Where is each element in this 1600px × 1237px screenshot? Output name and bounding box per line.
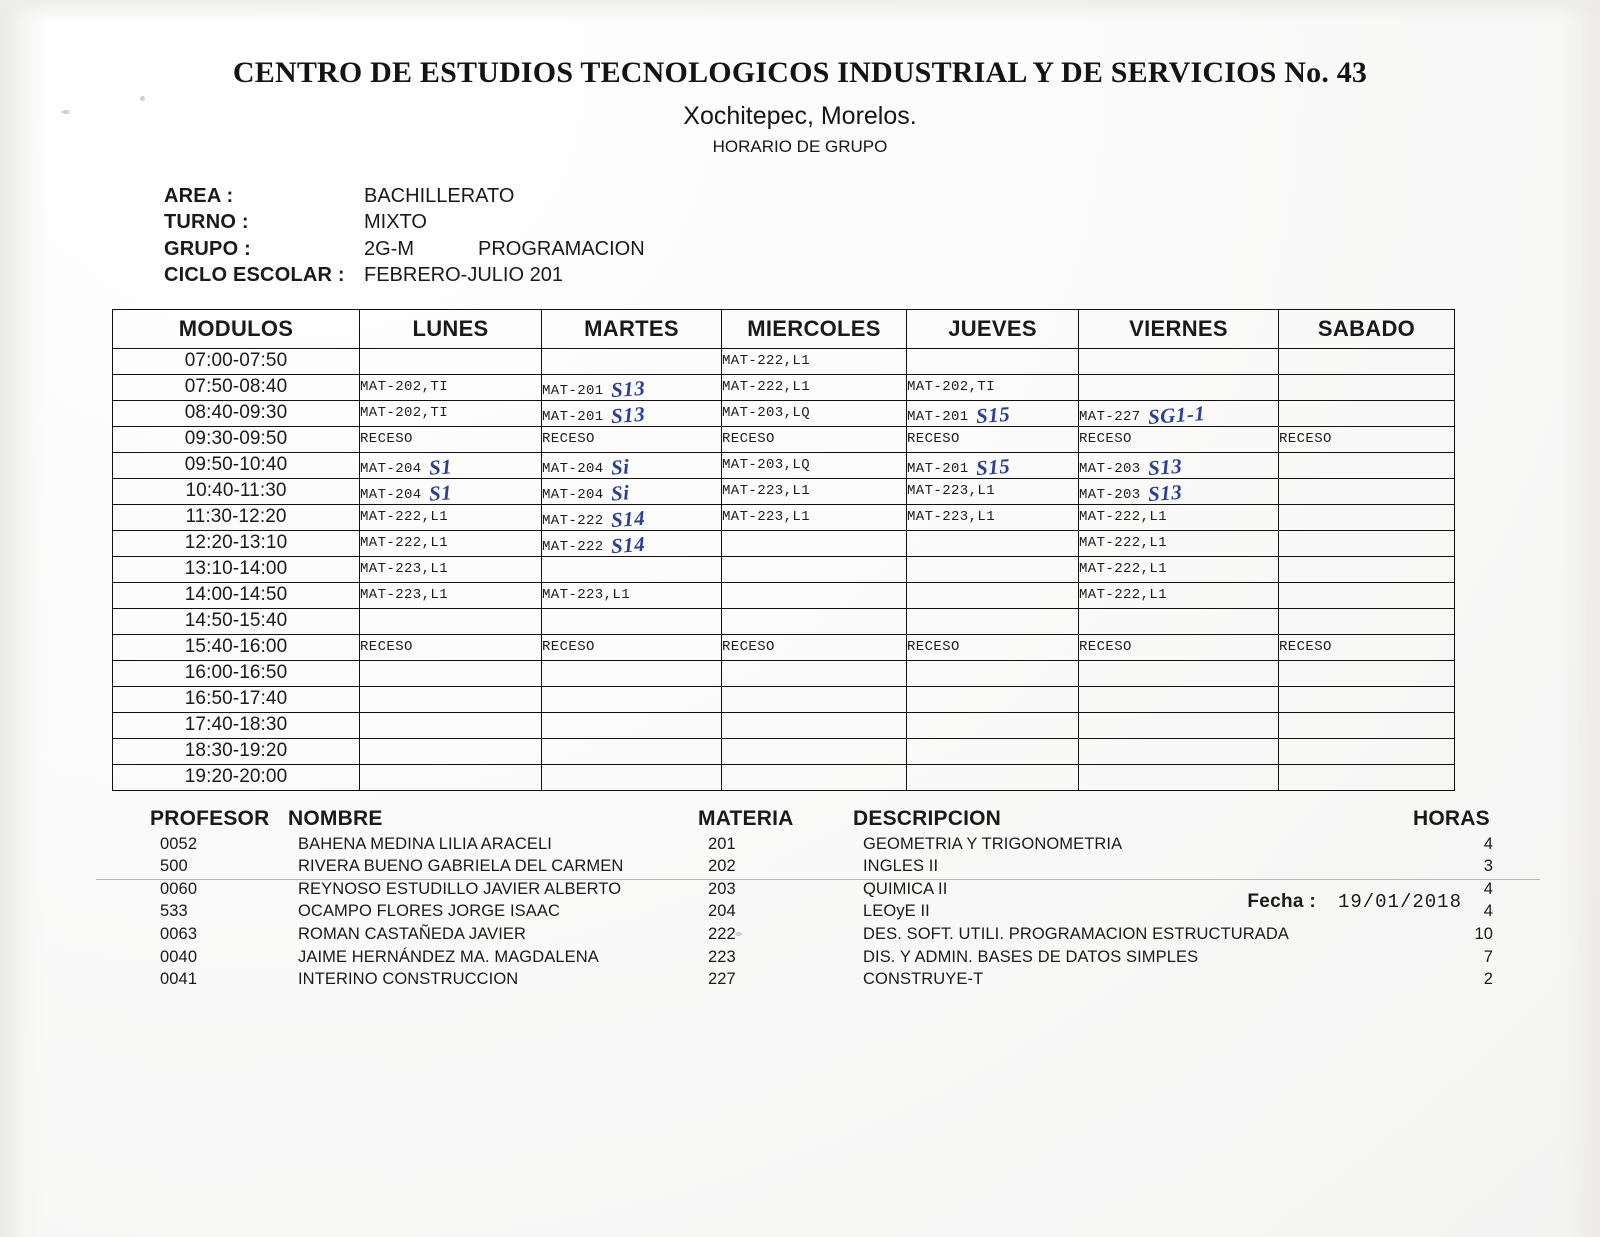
schedule-table-wrapper	[112, 309, 1454, 791]
module-time-cell: 18:30-19:20	[113, 738, 360, 764]
schedule-header-row	[113, 309, 1455, 348]
legend-row	[150, 946, 1493, 969]
schedule-cell	[907, 504, 1079, 530]
schedule-cell-code: MAT-223,L1	[907, 483, 996, 500]
schedule-cell	[360, 556, 542, 582]
schedule-cell	[542, 764, 722, 790]
schedule-cell	[722, 478, 907, 504]
schedule-cell-code: MAT-201	[542, 382, 604, 399]
schedule-cell	[360, 712, 542, 738]
schedule-cell	[542, 608, 722, 634]
schedule-body	[113, 348, 1455, 790]
schedule-cell-code: MAT-203	[1079, 460, 1141, 477]
schedule-cell-code: RECESO	[722, 639, 775, 656]
schedule-cell-code: MAT-222	[542, 538, 604, 555]
handwritten-room-annotation: S1	[427, 479, 453, 506]
schedule-cell	[1079, 764, 1279, 790]
handwritten-room-annotation: Si	[609, 479, 630, 506]
handwritten-room-annotation: S1	[427, 453, 453, 480]
schedule-col-header-martes: MARTES	[542, 309, 722, 348]
schedule-cell	[542, 530, 722, 556]
schedule-cell	[360, 348, 542, 374]
module-time-cell: 16:00-16:50	[113, 660, 360, 686]
schedule-cell-code: MAT-222,L1	[1079, 535, 1168, 552]
legend-cell-descripcion: INGLES II	[863, 857, 939, 876]
schedule-cell	[1279, 374, 1455, 400]
schedule-cell	[907, 634, 1079, 660]
date-label: Fecha :	[1247, 890, 1316, 912]
legend-cell-horas: 7	[1483, 947, 1493, 966]
schedule-cell	[1279, 452, 1455, 478]
schedule-cell	[542, 374, 722, 400]
schedule-cell	[722, 504, 907, 530]
schedule-cell	[360, 426, 542, 452]
schedule-cell-code: MAT-223,L1	[722, 483, 811, 500]
module-time-cell: 14:00-14:50	[113, 582, 360, 608]
legend-cell-materia: 222	[708, 924, 736, 943]
meta-row-grupo	[164, 236, 1600, 262]
schedule-cell-code: MAT-222,L1	[360, 535, 449, 552]
module-time-cell: 11:30-12:20	[113, 504, 360, 530]
schedule-cell	[907, 348, 1079, 374]
legend-header-row	[150, 807, 1490, 833]
schedule-cell	[542, 504, 722, 530]
legend-row	[150, 833, 1493, 856]
legend-cell-horas: 4	[1483, 834, 1493, 853]
module-time-cell: 10:40-11:30	[113, 478, 360, 504]
schedule-cell-code: MAT-204	[360, 486, 422, 503]
legend-cell-descripcion: QUIMICA II	[863, 879, 948, 898]
schedule-cell	[1279, 400, 1455, 426]
schedule-cell	[1279, 348, 1455, 374]
schedule-cell-code: MAT-204	[542, 460, 604, 477]
schedule-cell-code: MAT-222,L1	[1079, 509, 1168, 526]
schedule-cell	[722, 400, 907, 426]
schedule-cell-code: RECESO	[542, 639, 595, 656]
legend-header-materia: MATERIA	[698, 806, 794, 830]
module-time-cell: 16:50-17:40	[113, 686, 360, 712]
schedule-cell	[1279, 660, 1455, 686]
schedule-cell	[1279, 686, 1455, 712]
handwritten-room-annotation: Si	[609, 453, 630, 480]
schedule-row	[113, 686, 1455, 712]
grupo-value	[364, 236, 645, 262]
grupo-name: PROGRAMACION	[478, 237, 645, 260]
meta-row-ciclo	[164, 262, 1600, 288]
module-time-cell: 13:10-14:00	[113, 556, 360, 582]
schedule-cell	[907, 374, 1079, 400]
institution-title: CENTRO DE ESTUDIOS TECNOLOGICOS INDUSTRIAL Y DE SERVICIOS No. 43	[232, 56, 1368, 89]
legend-cell-descripcion: LEOyE II	[863, 902, 930, 921]
module-time-cell: 14:50-15:40	[113, 608, 360, 634]
schedule-cell	[907, 582, 1079, 608]
schedule-cell-code: MAT-222,L1	[360, 509, 449, 526]
legend-cell-profesor: 0060	[160, 879, 198, 898]
handwritten-room-annotation: S14	[609, 505, 646, 532]
document-type-label: HORARIO DE GRUPO	[712, 137, 888, 156]
schedule-cell	[722, 712, 907, 738]
schedule-cell	[722, 582, 907, 608]
schedule-cell	[1079, 686, 1279, 712]
turno-value: MIXTO	[364, 211, 427, 234]
schedule-cell-code: RECESO	[360, 639, 413, 656]
handwritten-room-annotation: S15	[974, 453, 1011, 480]
legend-cell-nombre: BAHENA MEDINA LILIA ARACELI	[298, 834, 552, 853]
footer-divider	[96, 879, 1540, 880]
schedule-cell	[360, 686, 542, 712]
legend-header-profesor: PROFESOR	[150, 806, 270, 830]
meta-row-area	[164, 183, 1600, 209]
schedule-cell	[1279, 426, 1455, 452]
schedule-cell	[1079, 608, 1279, 634]
schedule-cell	[722, 556, 907, 582]
legend-cell-profesor: 533	[160, 902, 188, 921]
legend-cell-nombre: JAIME HERNÁNDEZ MA. MAGDALENA	[298, 947, 599, 966]
legend-header-nombre: NOMBRE	[288, 806, 383, 830]
schedule-cell-code: MAT-223,L1	[722, 509, 811, 526]
schedule-cell	[907, 530, 1079, 556]
area-label: AREA :	[164, 185, 234, 207]
schedule-cell-code: MAT-223,L1	[360, 561, 449, 578]
schedule-cell	[1279, 582, 1455, 608]
schedule-cell	[722, 426, 907, 452]
handwritten-room-annotation: SG1-1	[1146, 400, 1206, 429]
schedule-cell-code: RECESO	[360, 431, 413, 448]
schedule-cell	[907, 426, 1079, 452]
schedule-cell	[542, 556, 722, 582]
legend-cell-nombre: REYNOSO ESTUDILLO JAVIER ALBERTO	[298, 879, 622, 898]
schedule-cell	[360, 478, 542, 504]
schedule-row	[113, 712, 1455, 738]
schedule-cell	[1079, 348, 1279, 374]
schedule-cell	[542, 712, 722, 738]
turno-label: TURNO :	[164, 211, 249, 234]
legend-cell-materia: 227	[708, 970, 736, 989]
schedule-cell-code: MAT-202,TI	[907, 379, 996, 396]
schedule-row	[113, 452, 1455, 478]
legend-cell-nombre: OCAMPO FLORES JORGE ISAAC	[298, 902, 560, 921]
schedule-col-header-jueves: JUEVES	[907, 309, 1079, 348]
ciclo-value: FEBRERO-JULIO 201	[364, 264, 563, 287]
schedule-cell-code: MAT-222,L1	[1079, 587, 1168, 604]
legend-row	[150, 923, 1493, 946]
schedule-cell	[360, 660, 542, 686]
schedule-cell-code: MAT-223,L1	[907, 509, 996, 526]
module-time-cell: 08:40-09:30	[113, 400, 360, 426]
schedule-row	[113, 634, 1455, 660]
handwritten-room-annotation: S13	[609, 375, 646, 402]
schedule-cell-code: MAT-203,LQ	[722, 405, 811, 422]
schedule-cell	[907, 712, 1079, 738]
schedule-cell	[1079, 400, 1279, 429]
area-value: BACHILLERATO	[364, 185, 515, 207]
legend-cell-profesor: 0052	[160, 834, 198, 853]
schedule-cell-code: RECESO	[542, 431, 595, 448]
schedule-cell	[542, 738, 722, 764]
group-meta-block	[164, 183, 1600, 289]
schedule-cell	[907, 686, 1079, 712]
schedule-cell	[1079, 504, 1279, 530]
schedule-cell	[360, 374, 542, 400]
schedule-cell	[722, 686, 907, 712]
date-value: 19/01/2018	[1337, 890, 1462, 913]
schedule-cell	[1279, 764, 1455, 790]
schedule-cell-code: MAT-222,L1	[722, 353, 811, 370]
schedule-cell-code: MAT-204	[360, 460, 422, 477]
schedule-cell	[360, 504, 542, 530]
legend-row	[150, 968, 1493, 991]
schedule-row	[113, 608, 1455, 634]
legend-cell-materia: 202	[708, 857, 736, 876]
legend-cell-nombre: INTERINO CONSTRUCCION	[298, 970, 519, 989]
schedule-cell	[360, 530, 542, 556]
schedule-cell	[722, 348, 907, 374]
schedule-cell	[1279, 478, 1455, 504]
schedule-cell	[542, 400, 722, 426]
legend-cell-materia: 223	[708, 947, 736, 966]
schedule-cell	[542, 686, 722, 712]
legend-cell-nombre: RIVERA BUENO GABRIELA DEL CARMEN	[298, 857, 624, 876]
schedule-cell	[907, 400, 1079, 426]
legend-cell-profesor: 0063	[160, 924, 198, 943]
module-time-cell: 09:50-10:40	[113, 452, 360, 478]
legend-cell-descripcion: DIS. Y ADMIN. BASES DE DATOS SIMPLES	[863, 947, 1199, 966]
schedule-cell	[1279, 556, 1455, 582]
schedule-cell	[907, 738, 1079, 764]
schedule-cell	[1079, 374, 1279, 400]
schedule-cell	[1279, 608, 1455, 634]
schedule-cell	[360, 764, 542, 790]
schedule-cell	[907, 452, 1079, 478]
schedule-cell-code: RECESO	[907, 639, 960, 656]
schedule-cell	[1279, 712, 1455, 738]
schedule-row	[113, 582, 1455, 608]
schedule-cell-code: MAT-201	[907, 460, 969, 477]
legend-cell-descripcion: DES. SOFT. UTILI. PROGRAMACION ESTRUCTURADA	[863, 924, 1290, 943]
schedule-cell-code: MAT-204	[542, 486, 604, 503]
schedule-cell	[907, 608, 1079, 634]
schedule-row	[113, 764, 1455, 790]
schedule-cell-code: RECESO	[722, 431, 775, 448]
legend-row	[150, 855, 1493, 878]
schedule-cell	[722, 374, 907, 400]
legend-cell-nombre: ROMAN CASTAÑEDA JAVIER	[298, 924, 527, 943]
schedule-cell	[1079, 582, 1279, 608]
schedule-cell	[722, 660, 907, 686]
schedule-cell-code: RECESO	[1079, 639, 1132, 656]
module-time-cell: 09:30-09:50	[113, 426, 360, 452]
schedule-cell	[360, 738, 542, 764]
legend-cell-profesor: 0041	[160, 970, 198, 989]
legend-header-descripcion: DESCRIPCION	[853, 806, 1002, 830]
schedule-cell	[360, 608, 542, 634]
schedule-cell-code: MAT-202,TI	[360, 379, 449, 396]
meta-row-turno	[164, 209, 1600, 235]
schedule-cell	[1079, 738, 1279, 764]
schedule-row	[113, 426, 1455, 452]
legend-cell-profesor: 0040	[160, 947, 198, 966]
schedule-cell-code: MAT-202,TI	[360, 405, 449, 422]
schedule-cell	[1079, 530, 1279, 556]
legend-cell-descripcion: CONSTRUYE-T	[863, 970, 984, 989]
schedule-cell-code: RECESO	[1279, 431, 1332, 448]
module-time-cell: 07:00-07:50	[113, 348, 360, 374]
schedule-cell	[360, 582, 542, 608]
schedule-cell	[1279, 530, 1455, 556]
module-time-cell: 17:40-18:30	[113, 712, 360, 738]
schedule-cell	[907, 764, 1079, 790]
schedule-cell	[1079, 556, 1279, 582]
footer	[96, 879, 1540, 913]
schedule-cell-code: MAT-223,L1	[360, 587, 449, 604]
schedule-cell	[542, 582, 722, 608]
module-time-cell: 19:20-20:00	[113, 764, 360, 790]
legend-cell-descripcion: GEOMETRIA Y TRIGONOMETRIA	[863, 834, 1123, 853]
legend-cell-horas: 3	[1483, 857, 1493, 876]
schedule-cell	[542, 452, 722, 478]
schedule-cell	[722, 634, 907, 660]
legend-cell-materia: 201	[708, 834, 736, 853]
handwritten-room-annotation: S13	[609, 401, 646, 428]
institution-location: Xochitepec, Morelos.	[683, 102, 917, 130]
legend-cell-horas: 4	[1483, 902, 1493, 921]
legend-cell-horas: 2	[1483, 970, 1493, 989]
schedule-row	[113, 556, 1455, 582]
schedule-cell	[360, 452, 542, 478]
schedule-cell	[360, 634, 542, 660]
schedule-col-header-viernes: VIERNES	[1079, 309, 1279, 348]
schedule-cell	[1079, 634, 1279, 660]
schedule-cell	[722, 608, 907, 634]
schedule-cell-code: MAT-222,L1	[722, 379, 811, 396]
handwritten-room-annotation: S15	[974, 401, 1011, 428]
schedule-cell	[722, 738, 907, 764]
schedule-cell	[1279, 634, 1455, 660]
schedule-cell	[542, 478, 722, 504]
schedule-cell	[907, 556, 1079, 582]
grupo-label: GRUPO :	[164, 237, 251, 260]
schedule-cell	[1279, 504, 1455, 530]
legend-header-horas: HORAS	[1413, 806, 1490, 830]
schedule-cell	[1079, 660, 1279, 686]
legend-cell-horas: 4	[1483, 879, 1493, 898]
schedule-cell-code: RECESO	[1279, 639, 1332, 656]
ciclo-label: CICLO ESCOLAR :	[164, 264, 345, 287]
handwritten-room-annotation: S14	[609, 531, 646, 558]
schedule-row	[113, 374, 1455, 400]
schedule-cell	[1279, 738, 1455, 764]
schedule-row	[113, 400, 1455, 426]
schedule-row	[113, 660, 1455, 686]
schedule-cell	[1079, 426, 1279, 452]
schedule-row	[113, 348, 1455, 374]
schedule-cell	[542, 660, 722, 686]
schedule-cell	[542, 348, 722, 374]
schedule-col-header-lunes: LUNES	[360, 309, 542, 348]
schedule-cell-code: RECESO	[1079, 431, 1132, 448]
schedule-cell-code: MAT-203	[1079, 486, 1141, 503]
schedule-cell-code: MAT-222,L1	[1079, 561, 1168, 578]
module-time-cell: 07:50-08:40	[113, 374, 360, 400]
schedule-cell	[907, 660, 1079, 686]
schedule-row	[113, 530, 1455, 556]
handwritten-room-annotation: S13	[1146, 453, 1183, 480]
schedule-cell	[722, 764, 907, 790]
schedule-cell	[542, 634, 722, 660]
schedule-cell-code: RECESO	[907, 431, 960, 448]
schedule-col-header-sabado: SABADO	[1279, 309, 1455, 348]
schedule-cell	[722, 452, 907, 478]
schedule-table	[112, 309, 1455, 791]
schedule-cell-code: MAT-203,LQ	[722, 457, 811, 474]
schedule-cell-code: MAT-201	[907, 408, 969, 425]
handwritten-room-annotation: S13	[1146, 479, 1183, 506]
schedule-col-header-miercoles: MIERCOLES	[722, 309, 907, 348]
schedule-cell	[722, 530, 907, 556]
schedule-cell-code: MAT-222	[542, 512, 604, 529]
legend-cell-profesor: 500	[160, 857, 188, 876]
schedule-cell	[1079, 478, 1279, 504]
legend-cell-materia: 203	[708, 879, 736, 898]
schedule-row	[113, 478, 1455, 504]
module-time-cell: 15:40-16:00	[113, 634, 360, 660]
schedule-row	[113, 504, 1455, 530]
schedule-col-header-modulos: MODULOS	[113, 309, 360, 348]
schedule-cell-code: MAT-201	[542, 408, 604, 425]
schedule-cell	[360, 400, 542, 426]
schedule-row	[113, 738, 1455, 764]
schedule-cell	[542, 426, 722, 452]
legend-cell-horas: 10	[1474, 924, 1493, 943]
footer-date	[96, 891, 1540, 913]
grupo-code: 2G-M	[364, 237, 414, 260]
schedule-cell-code: MAT-223,L1	[542, 587, 631, 604]
module-time-cell: 12:20-13:10	[113, 530, 360, 556]
schedule-cell	[1079, 452, 1279, 478]
schedule-cell-code: MAT-227	[1079, 408, 1141, 425]
legend-cell-materia: 204	[708, 902, 736, 921]
schedule-cell	[1079, 712, 1279, 738]
schedule-cell	[907, 478, 1079, 504]
